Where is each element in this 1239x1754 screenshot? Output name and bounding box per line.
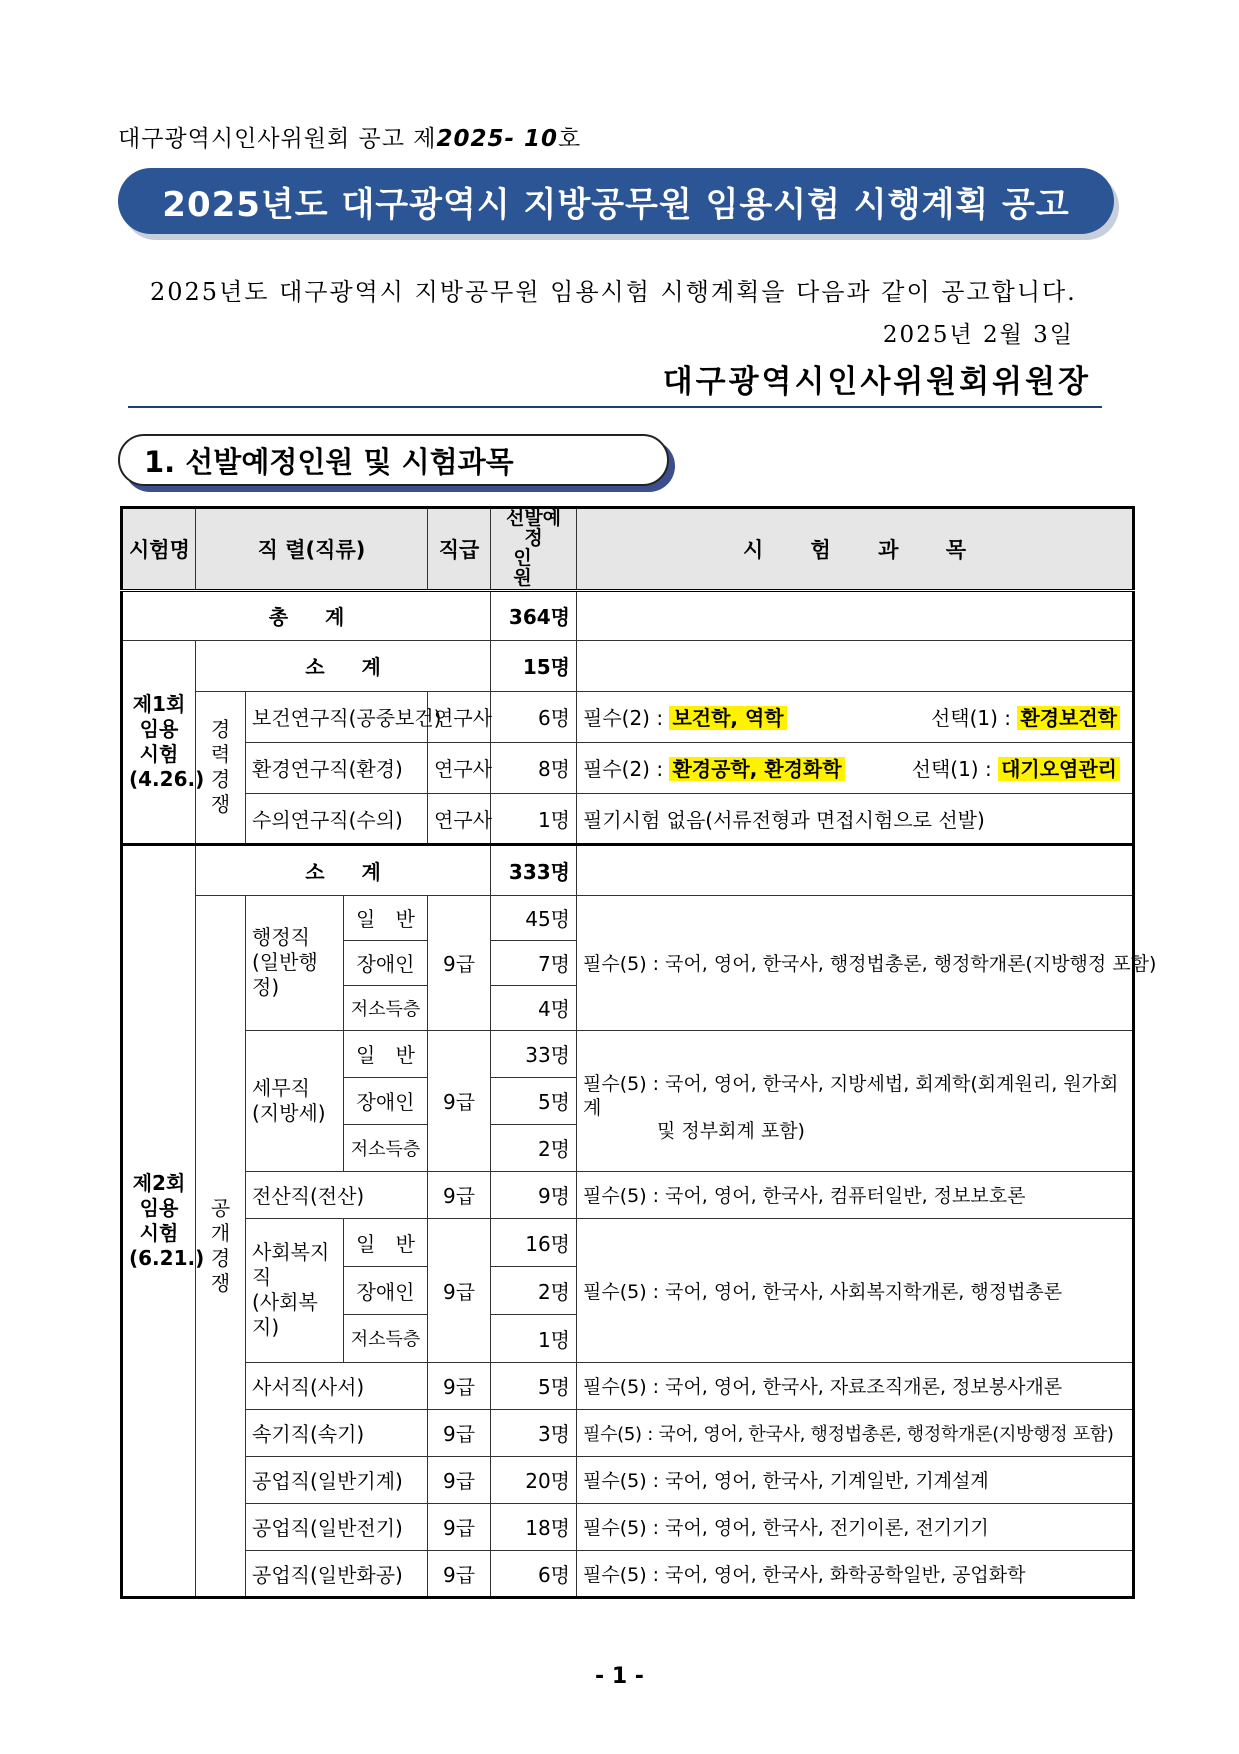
- series-cell: 수의연구직(수의): [246, 793, 428, 844]
- header-count-line2: 인 원: [513, 546, 554, 589]
- grade-cell: 9급: [428, 1362, 491, 1409]
- subjects-cell: 필수(5) : 국어, 영어, 한국사, 화학공학일반, 공업화학: [577, 1550, 1134, 1597]
- count-cell: 20명: [491, 1456, 577, 1503]
- table-row: [122, 691, 1134, 742]
- table-row: [122, 1030, 1134, 1077]
- subtype-cell: 일 반: [344, 895, 428, 940]
- subtype-cell: 장애인: [344, 1077, 428, 1124]
- subjects-cell: 필수(5) : 국어, 영어, 한국사, 사회복지학개론, 행정법총론: [577, 1218, 1134, 1362]
- header-count: [491, 508, 577, 591]
- subtype-cell: 장애인: [344, 940, 428, 985]
- subjects-cell: 필수(5) : 국어, 영어, 한국사, 자료조직개론, 정보봉사개론: [577, 1362, 1134, 1409]
- subjects-cell: 필수(2) : 보건학, 역학 선택(1) : 환경보건학: [577, 691, 1134, 742]
- series-cell: 환경연구직(환경): [246, 742, 428, 793]
- exam2-subtotal-row: [122, 844, 1134, 895]
- series-cell: 공업직(일반화공): [246, 1550, 428, 1597]
- series-cell: 사서직(사서): [246, 1362, 428, 1409]
- table-header-row: [122, 508, 1134, 591]
- grade-cell: 9급: [428, 1409, 491, 1456]
- exam1-name: 제1회 임용 시험 (4.26.): [122, 640, 196, 844]
- header-subjects: 시 험 과 목: [577, 508, 1134, 591]
- count-cell: 18명: [491, 1503, 577, 1550]
- grade-cell: 9급: [428, 1030, 491, 1171]
- table-row: [122, 1456, 1134, 1503]
- subtype-cell: 일 반: [344, 1218, 428, 1266]
- exam1-type: 경력 경쟁: [196, 691, 246, 844]
- exam1-subtotal-label: 소 계: [196, 640, 491, 691]
- subjects-cell: 필수(5) : 국어, 영어, 한국사, 지방세법, 회계학(회계원리, 원가회계 및 정부회계 포함): [577, 1030, 1134, 1171]
- table-row: [122, 1362, 1134, 1409]
- series-cell: 세무직 (지방세): [246, 1030, 344, 1171]
- signer: 대구광역시인사위원회위원장: [662, 364, 1091, 400]
- subtype-cell: 저소득층: [344, 1124, 428, 1171]
- count-cell: 33명: [491, 1030, 577, 1077]
- grade-cell: 9급: [428, 1503, 491, 1550]
- series-cell: 보건연구직(공중보건): [246, 691, 428, 742]
- count-cell: 16명: [491, 1218, 577, 1266]
- series-cell: 공업직(일반기계): [246, 1456, 428, 1503]
- grade-cell: 연구사: [428, 742, 491, 793]
- schedule-table: [120, 506, 1157, 1599]
- grade-cell: 9급: [428, 1456, 491, 1503]
- count-cell: 5명: [491, 1077, 577, 1124]
- count-cell: 3명: [491, 1409, 577, 1456]
- series-cell: 속기직(속기): [246, 1409, 428, 1456]
- table-row: [122, 793, 1134, 844]
- total-label: 총 계: [122, 590, 491, 640]
- subtype-cell: 장애인: [344, 1266, 428, 1314]
- subjects-cell: 필기시험 없음(서류전형과 면접시험으로 선발): [577, 793, 1134, 844]
- series-cell: 공업직(일반전기): [246, 1503, 428, 1550]
- grade-cell: 연구사: [428, 691, 491, 742]
- count-cell: 4명: [491, 985, 577, 1030]
- header-exam: 시험명: [122, 508, 196, 591]
- subjects-cell: 필수(5) : 국어, 영어, 한국사, 컴퓨터일반, 정보보호론: [577, 1171, 1134, 1218]
- exam1-subtotal-count: 15명: [491, 640, 577, 691]
- exam2-type: 공개 경쟁: [196, 895, 246, 1597]
- exam2-name: 제2회 임용 시험 (6.21.): [122, 844, 196, 1597]
- subjects-cell: 필수(5) : 국어, 영어, 한국사, 기계일반, 기계설계: [577, 1456, 1134, 1503]
- grade-cell: 9급: [428, 1171, 491, 1218]
- divider: [128, 406, 1102, 408]
- series-cell: 행정직 (일반행정): [246, 895, 344, 1030]
- subtype-cell: 저소득층: [344, 1314, 428, 1362]
- count-cell: 2명: [491, 1266, 577, 1314]
- count-cell: 5명: [491, 1362, 577, 1409]
- section-title: 1. 선발예정인원 및 시험과목: [118, 434, 669, 486]
- subjects-cell: 필수(5) : 국어, 영어, 한국사, 행정법총론, 행정학개론(지방행정 포함): [577, 895, 1134, 1030]
- count-cell: 7명: [491, 940, 577, 985]
- total-row: [122, 590, 1134, 640]
- table-row: [122, 1409, 1134, 1456]
- exam1-subtotal-row: [122, 640, 1134, 691]
- notice-date: 2025년 2월 3일: [882, 322, 1074, 348]
- table-row: [122, 1171, 1134, 1218]
- total-count: 364명: [491, 590, 577, 640]
- exam2-subtotal-label: 소 계: [196, 844, 491, 895]
- table-row: [122, 1218, 1134, 1266]
- notice-number: 대구광역시인사위원회 공고 제2025- 10호: [118, 126, 582, 152]
- count-cell: 6명: [491, 691, 577, 742]
- count-cell: 6명: [491, 1550, 577, 1597]
- table-row: [122, 895, 1134, 940]
- intro-text: 2025년도 대구광역시 지방공무원 임용시험 시행계획을 다음과 같이 공고합니다.: [150, 278, 1077, 306]
- grade-cell: 9급: [428, 895, 491, 1030]
- grade-cell: 9급: [428, 1550, 491, 1597]
- page-number: - 1 -: [595, 1664, 644, 1689]
- exam2-subtotal-count: 333명: [491, 844, 577, 895]
- count-cell: 9명: [491, 1171, 577, 1218]
- header-count-line1: 선발예정: [505, 507, 562, 549]
- series-cell: 사회복지직 (사회복지): [246, 1218, 344, 1362]
- required-subjects: 환경공학, 환경화학: [669, 757, 844, 781]
- header-series: 직 렬(직류): [196, 508, 428, 591]
- required-subjects: 보건학, 역학: [669, 706, 786, 730]
- count-cell: 1명: [491, 793, 577, 844]
- count-cell: 45명: [491, 895, 577, 940]
- subjects-cell: 필수(5) : 국어, 영어, 한국사, 행정법총론, 행정학개론(지방행정 포함): [577, 1409, 1134, 1456]
- subtype-cell: 일 반: [344, 1030, 428, 1077]
- count-cell: 2명: [491, 1124, 577, 1171]
- count-cell: 1명: [491, 1314, 577, 1362]
- title-banner: 2025년도 대구광역시 지방공무원 임용시험 시행계획 공고: [118, 168, 1114, 234]
- table-row: [122, 1550, 1134, 1597]
- subjects-cell: 필수(5) : 국어, 영어, 한국사, 전기이론, 전기기기: [577, 1503, 1134, 1550]
- elective-subjects: 대기오염관리: [998, 757, 1120, 781]
- elective-subjects: 환경보건학: [1017, 706, 1120, 730]
- series-cell: 전산직(전산): [246, 1171, 428, 1218]
- grade-cell: 연구사: [428, 793, 491, 844]
- subtype-cell: 저소득층: [344, 985, 428, 1030]
- table-row: [122, 1503, 1134, 1550]
- count-cell: 8명: [491, 742, 577, 793]
- subjects-cell: 필수(2) : 환경공학, 환경화학 선택(1) : 대기오염관리: [577, 742, 1134, 793]
- grade-cell: 9급: [428, 1218, 491, 1362]
- table-row: [122, 742, 1134, 793]
- header-grade: 직급: [428, 508, 491, 591]
